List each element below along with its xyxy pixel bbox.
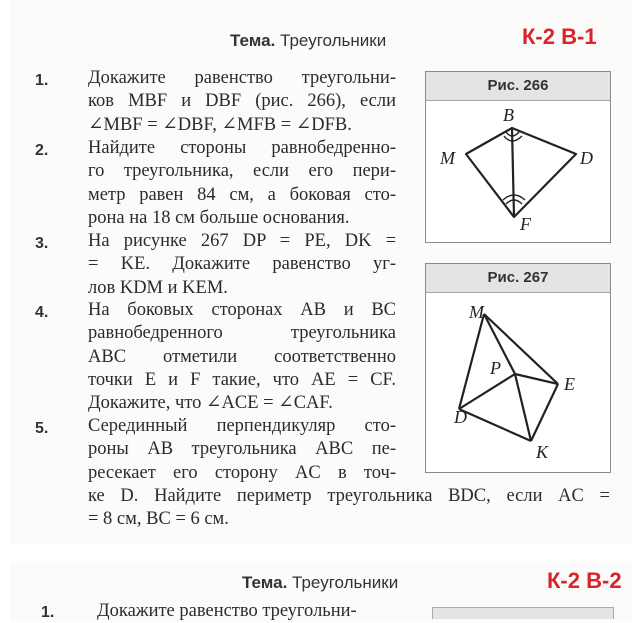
task-3-text: На рисунке 267 DP = PE, DK = = KE. Докажите равенство уг- лов KDM и KEM. xyxy=(88,231,396,298)
page-2-task-1-text: Докажите равенство треугольни- xyxy=(97,601,357,621)
page-1-topic: Тема. Треугольники xyxy=(230,31,387,50)
figure-267-title: Рис. 267 xyxy=(426,264,610,293)
label-f: F xyxy=(520,214,531,234)
page-2-variant: К-2 В-2 xyxy=(547,568,622,593)
figure-266-title: Рис. 266 xyxy=(426,72,610,101)
figure-266 xyxy=(425,71,611,243)
task-2-number: 2. xyxy=(35,142,49,159)
label-e: E xyxy=(564,374,575,394)
figure-267 xyxy=(425,263,611,473)
page-2-task-1-number: 1. xyxy=(41,604,55,621)
segment-dk xyxy=(459,409,531,441)
task-5-text: Серединный перпендикуляр сто- роны AB треугольника ABC пе- ресекает его сторону AC в точ- xyxy=(88,416,396,483)
label-m: M xyxy=(440,148,455,168)
label-d: D xyxy=(454,407,467,427)
label-p: P xyxy=(490,358,501,378)
task-4-number: 4. xyxy=(35,304,49,321)
page-gap xyxy=(0,545,640,562)
page-1-variant: К-2 В-1 xyxy=(522,24,597,49)
page-2-figure-header xyxy=(432,607,614,619)
segment-pk xyxy=(515,374,531,441)
label-d: D xyxy=(580,148,593,168)
task-5-text-continued: ке D. Найдите периметр треугольника BDC, если AC = = 8 см, BC = 6 см. xyxy=(88,486,610,530)
task-3-number: 3. xyxy=(35,235,49,252)
label-m: M xyxy=(469,302,484,322)
task-1-number: 1. xyxy=(35,72,49,89)
task-4-text: На боковых сторонах AB и BC равнобедренного треугольника ABC отметили соответственно точки E и F такие, что AE = CF. Докажите, что ∠ACE = ∠CAF. xyxy=(88,300,396,414)
page-2-topic: Тема. Треугольники xyxy=(242,573,399,592)
label-b: B xyxy=(503,105,514,125)
task-2-text: Найдите стороны равнобедренно- го треугольника, если его пери- метр равен 84 см, а боковая сто- рона на 18 см больше основания. xyxy=(88,138,396,228)
segment-ek xyxy=(531,384,558,441)
figure-267-drawing xyxy=(426,264,610,472)
label-k: K xyxy=(536,442,549,462)
task-5-number: 5. xyxy=(35,420,49,437)
task-1-text: Докажите равенство треугольни- ков MBF и DBF (рис. 266), если ∠MBF = ∠DBF, ∠MFB = ∠DFB. xyxy=(88,68,396,135)
